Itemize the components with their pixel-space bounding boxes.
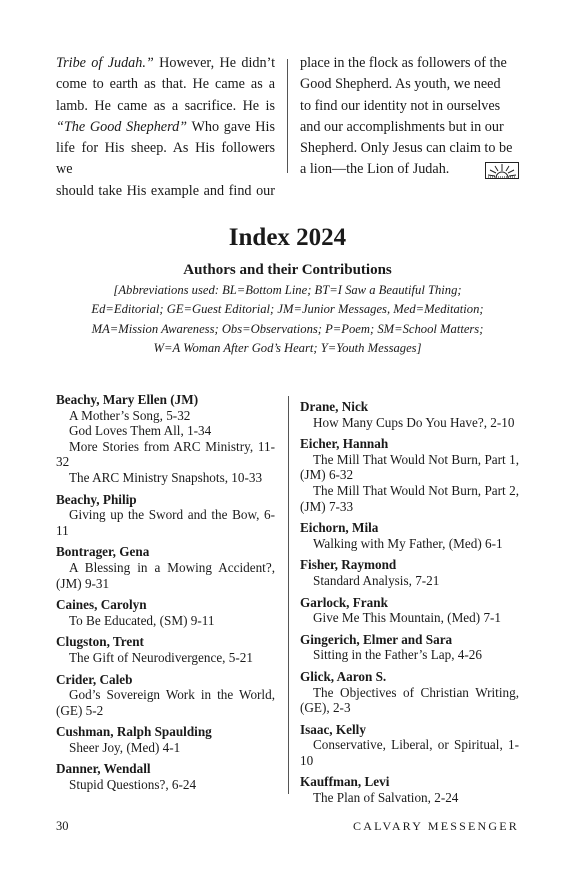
index-entry: [56, 672, 275, 719]
continuation-right-column: [300, 53, 519, 181]
continuation-line: should take His example and find our: [56, 182, 275, 199]
author-name: Clugston, Trent: [56, 634, 144, 650]
continuation-line: Good Shepherd. As youth, we need: [300, 76, 501, 93]
index-entry: [56, 634, 275, 665]
index-entry: [56, 392, 275, 486]
continuation-line: Shepherd. Only Jesus can claim to be: [300, 140, 513, 157]
article-continuation: [56, 53, 519, 199]
column-divider: [287, 59, 288, 173]
index-entry: [300, 722, 519, 769]
continuation-line: and our accomplishments but in our: [300, 118, 504, 135]
author-name: Caines, Carolyn: [56, 597, 147, 613]
index-title: Index 2024: [228, 224, 347, 251]
author-name: Crider, Caleb: [56, 671, 133, 687]
contribution-title: Sheer Joy, (Med) 4-1: [69, 739, 181, 755]
index-entry: [300, 774, 519, 805]
magazine-name: CALVARY MESSENGER: [353, 819, 519, 833]
author-name: Beachy, Philip: [56, 491, 137, 507]
index-right-column: [300, 399, 519, 812]
contribution-title: A Mother’s Song, 5-32: [69, 407, 191, 423]
author-name: Kauffman, Levi: [300, 774, 390, 790]
author-name: Danner, Wendall: [56, 761, 151, 777]
abbreviations-note: [60, 281, 515, 358]
contribution-title: Give Me This Mountain, (Med) 7-1: [313, 610, 502, 626]
contribution-title: The Objectives of Christian Writing, (GE), 2-3: [300, 684, 519, 716]
author-name: Gingerich, Elmer and Sara: [300, 631, 453, 647]
contribution-title: More Stories from ARC Ministry, 11-32: [56, 438, 275, 470]
continuation-line: life for His sheep. As His followers we: [56, 140, 275, 178]
abbreviations-line: MA=Mission Awareness; Obs=Observations; P=Poem; SM=School Matters;: [91, 321, 484, 336]
index-left-column: [56, 392, 275, 799]
index-entry: [56, 544, 275, 591]
contribution-title: Walking with My Father, (Med) 6-1: [313, 535, 503, 551]
index-entry: [300, 557, 519, 588]
abbreviations-line: W=A Woman After God’s Heart; Y=Youth Messages]: [153, 340, 422, 355]
article-end-mark-icon: [485, 162, 519, 179]
contribution-title: God’s Sovereign Work in the World, (GE) 5-2: [56, 687, 275, 718]
author-name: Glick, Aaron S.: [300, 668, 387, 684]
author-name: Fisher, Raymond: [300, 557, 397, 573]
index-entry: [56, 761, 275, 792]
abbreviations-line: [Abbreviations used: BL=Bottom Line; BT=I Saw a Beautiful Thing;: [113, 283, 462, 297]
index-entry: [300, 595, 519, 626]
continuation-line: to find our identity not in ourselves: [300, 97, 501, 114]
contribution-title: A Blessing in a Mowing Accident?, (JM) 9-31: [56, 559, 275, 591]
continuation-line: Tribe of Judah.” However, He didn’t: [56, 55, 276, 71]
contribution-title: Sitting in the Father’s Lap, 4-26: [313, 647, 482, 663]
index-entry: [300, 399, 519, 430]
continuation-line: “The Good Shepherd” Who gave His: [56, 118, 275, 135]
author-name: Garlock, Frank: [300, 594, 388, 610]
contribution-title: The Plan of Salvation, 2-24: [313, 790, 459, 806]
author-name: Bontrager, Gena: [56, 544, 150, 560]
contribution-title: Giving up the Sword and the Bow, 6-11: [56, 507, 275, 538]
index-subtitle: Authors and their Contributions: [183, 262, 392, 278]
page-number: 30: [56, 819, 69, 833]
index-entry: [56, 724, 275, 755]
contribution-title: Standard Analysis, 7-21: [313, 572, 440, 588]
continuation-line: place in the flock as followers of the: [300, 55, 507, 71]
column-divider: [288, 396, 289, 794]
continuation-line: lamb. He came as a sacrifice. He is: [56, 97, 275, 114]
abbreviations-line: Ed=Editorial; GE=Guest Editorial; JM=Junior Messages, Med=Meditation;: [91, 302, 484, 317]
contribution-title: How Many Cups Do You Have?, 2-10: [313, 414, 515, 430]
author-name: Isaac, Kelly: [300, 721, 366, 737]
index-entry: [56, 597, 275, 628]
contribution-title: To Be Educated, (SM) 9-11: [69, 612, 215, 628]
index-entry: [56, 492, 275, 539]
contribution-title: The Mill That Would Not Burn, Part 2, (JM) 7-33: [300, 482, 519, 514]
author-name: Eichorn, Mila: [300, 520, 379, 536]
contribution-title: God Loves Them All, 1-34: [69, 423, 212, 439]
index-entry: [300, 520, 519, 551]
contribution-title: The Mill That Would Not Burn, Part 1, (JM) 6-32: [300, 451, 519, 483]
continuation-left-column: [56, 53, 275, 202]
author-name: Cushman, Ralph Spaulding: [56, 724, 212, 740]
contribution-title: Stupid Questions?, 6-24: [69, 777, 197, 793]
index-entry: [300, 436, 519, 514]
contribution-title: The ARC Ministry Snapshots, 10-33: [69, 469, 263, 485]
contribution-title: Conservative, Liberal, or Spiritual, 1-10: [300, 737, 519, 768]
author-name: Beachy, Mary Ellen (JM): [56, 392, 199, 407]
contribution-title: The Gift of Neurodivergence, 5-21: [69, 649, 253, 665]
continuation-last-line: a lion—the Lion of Judah.: [300, 159, 519, 180]
index-entry: [300, 632, 519, 663]
index-entry: [300, 669, 519, 716]
continuation-line: come to earth as that. He came as a: [56, 76, 275, 93]
author-name: Drane, Nick: [300, 399, 369, 414]
author-name: Eicher, Hannah: [300, 436, 389, 452]
